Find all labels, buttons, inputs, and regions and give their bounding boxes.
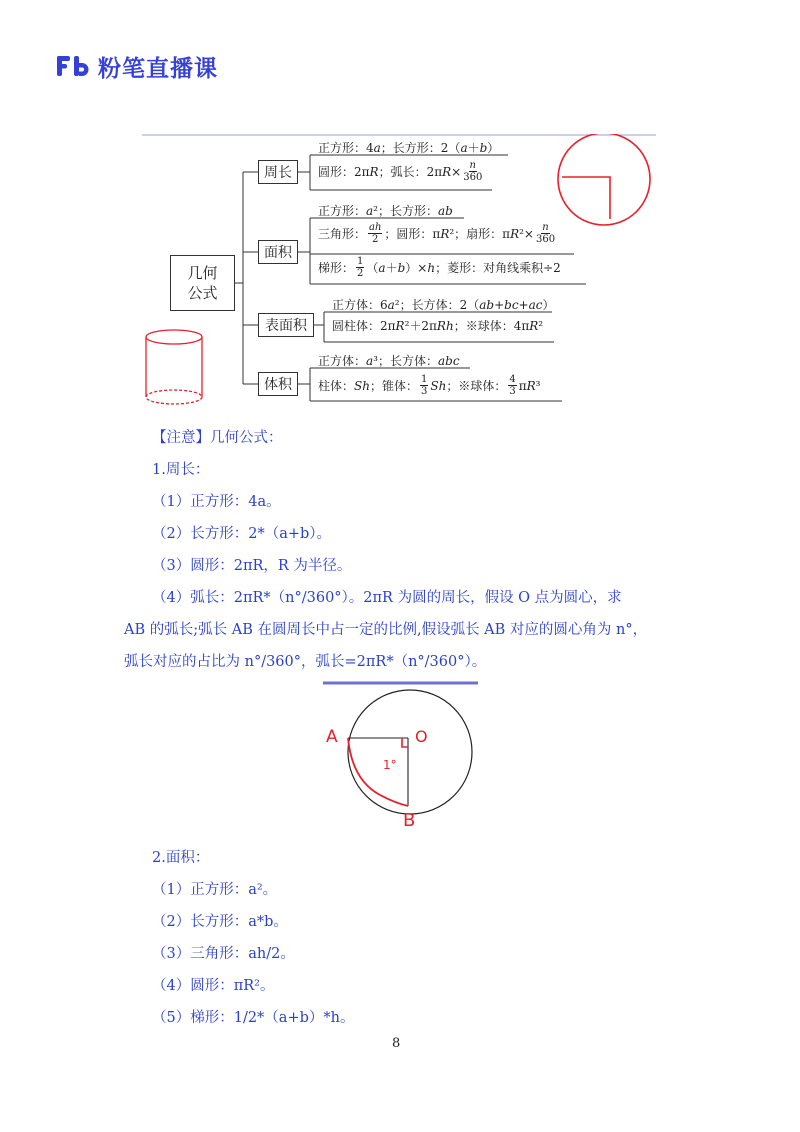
fb-logo-icon <box>56 54 92 78</box>
surface-line-2: 圆柱体：2π R ²＋2π Rh ；※球体：4π R ² <box>332 318 544 333</box>
branch-area: 面积 <box>258 240 298 264</box>
area-line-1: 正方形： a ²；长方形： ab <box>318 203 453 218</box>
geometry-formula-diagram <box>142 134 658 408</box>
fraction: $\frac{n}{360}$ <box>463 160 483 183</box>
sec2-item-3: （3）三角形：ah/2。 <box>152 946 295 962</box>
fraction: $\frac{1}{2}$ <box>357 256 364 279</box>
branch-volume: 体积 <box>258 372 298 396</box>
sec2-item-2: （2）长方形：a*b。 <box>152 914 288 930</box>
note-header: 【注意】几何公式： <box>152 430 283 446</box>
fraction: $\frac{ah}{2}$ <box>369 222 382 245</box>
root-label: 几何公式 <box>187 264 218 302</box>
sec2-item-1: （1）正方形：a²。 <box>152 882 278 898</box>
sketch-label-o: O <box>415 727 428 746</box>
volume-line-1: 正方体： a ³；长方体： abc <box>318 353 460 368</box>
sec1-title: 1.周长： <box>152 462 210 478</box>
area-line-3: 梯形： $\frac{1}{2}$ （ a ＋ b ）× h ；菱形：对角线乘积÷2 <box>318 256 561 279</box>
sec2-title: 2.面积： <box>152 850 210 866</box>
sec1-item-4-line-2: AB 的弧长;弧长 AB 在圆周长中占一定的比例,假设弧长 AB 对应的圆心角为 n°， <box>124 622 648 638</box>
sec1-item-4-line-3: 弧长对应的占比为 n°/360°，弧长=2πR*（n°/360°）。 <box>124 654 487 670</box>
red-cylinder-sketch <box>142 326 212 406</box>
diagram-root-node <box>170 255 235 311</box>
sec2-item-4: （4）圆形：πR²。 <box>152 978 275 994</box>
sketch-label-b: B <box>403 810 416 831</box>
perimeter-line-1: 正方形：4 a ；长方形：2（ a ＋ b ） <box>318 140 500 155</box>
fraction: $\frac{n}{360}$ <box>535 222 556 245</box>
red-circle-sketch <box>558 134 650 225</box>
perimeter-line-2: 圆形：2π R ；弧长：2π R × $\frac{n}{360}$ <box>318 160 483 183</box>
branch-surface-area: 表面积 <box>258 313 314 337</box>
sketch-label-a: A <box>326 727 338 747</box>
sec1-item-1: （1）正方形：4a。 <box>152 494 281 510</box>
brand-name: 粉笔直播课 <box>98 55 218 82</box>
sec1-item-3: （3）圆形：2πR，R 为半径。 <box>152 558 352 574</box>
brand-logo <box>56 50 218 82</box>
surface-line-1: 正方体：6 a ²；长方体：2（ ab+bc+ac ） <box>332 297 555 312</box>
page-number: 8 <box>392 1036 401 1051</box>
sketch-label-angle: 1° <box>383 758 397 772</box>
area-line-2: 三角形： $\frac{ah}{2}$ ；圆形：π R ²；扇形：π R ²× $\frac{n}{360}$ <box>318 222 556 245</box>
volume-line-2: 柱体： Sh ；锥体： $\frac{1}{3}$ Sh ；※球体： $\frac{4}{3}$ π R ³ <box>318 374 541 397</box>
fraction: $\frac{1}{3}$ <box>420 374 428 397</box>
branch-perimeter: 周长 <box>258 160 298 184</box>
sec2-item-5: （5）梯形：1/2*（a+b）*h。 <box>152 1010 355 1026</box>
sec1-item-4-line-1: （4）弧长：2πR*（n°/360°）。2πR 为圆的周长，假设 O 点为圆心，求 <box>152 590 622 606</box>
fraction: $\frac{4}{3}$ <box>509 374 516 397</box>
sec1-item-2: （2）长方形：2*（a+b）。 <box>152 526 332 542</box>
